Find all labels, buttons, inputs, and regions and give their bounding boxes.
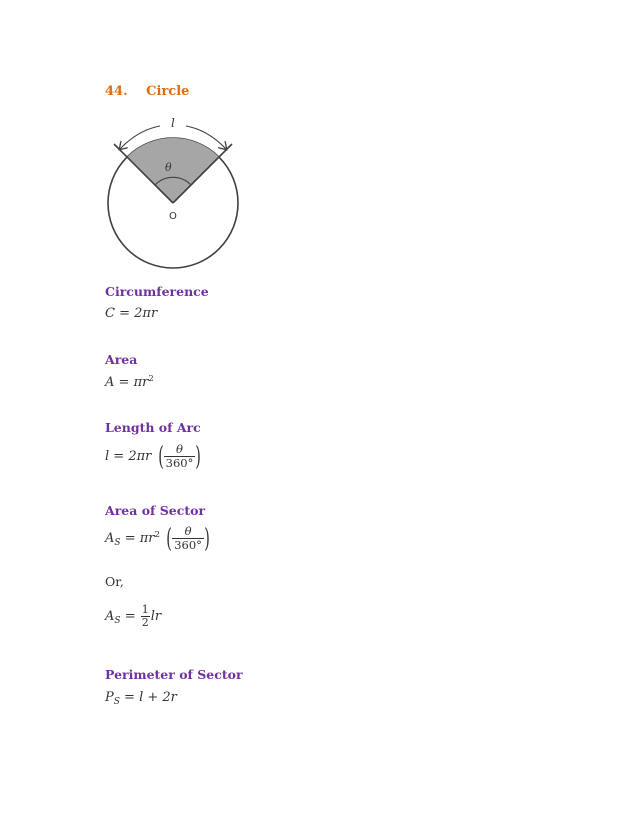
center-label: O (169, 211, 177, 222)
perimeter-formula: $P_S = l + 2r$ (105, 690, 177, 707)
circle-sector-diagram (100, 110, 250, 275)
sector-area-heading: Area of Sector (105, 503, 206, 518)
sector-area-alt-formula: $A_S$ = $\frac{1}{2}$ lr (105, 603, 162, 629)
or-text: Or, (105, 574, 124, 589)
perimeter-heading: Perimeter of Sector (105, 667, 243, 682)
circumference-formula: C = 2πr (105, 306, 158, 321)
arc-length-label: l (171, 116, 175, 130)
area-formula: $A = \pi r^2$ (105, 374, 154, 390)
circumference-heading: Circumference (105, 284, 209, 299)
sector-area-formula: $A_S = \pi r^2$ ( $\frac{\theta}{360^\circ}$ ) (105, 525, 212, 552)
arc-length-fraction: ( $\frac{\theta}{360^\circ}$ ) (157, 441, 202, 472)
arc-length-heading: Length of Arc (105, 420, 201, 435)
area-heading: Area (105, 352, 138, 367)
section-title-text: Circle (146, 84, 190, 99)
arc-length-formula: l = 2πr ( $\frac{\theta}{360^\circ}$ ) (105, 443, 204, 470)
section-number: 44. (105, 84, 128, 99)
sector-area-fraction: ( $\frac{\theta}{360^\circ}$ ) (166, 523, 210, 554)
section-title (105, 84, 189, 99)
half-fraction: $\frac{1}{2}$ (141, 603, 149, 629)
angle-label: θ (165, 161, 172, 174)
